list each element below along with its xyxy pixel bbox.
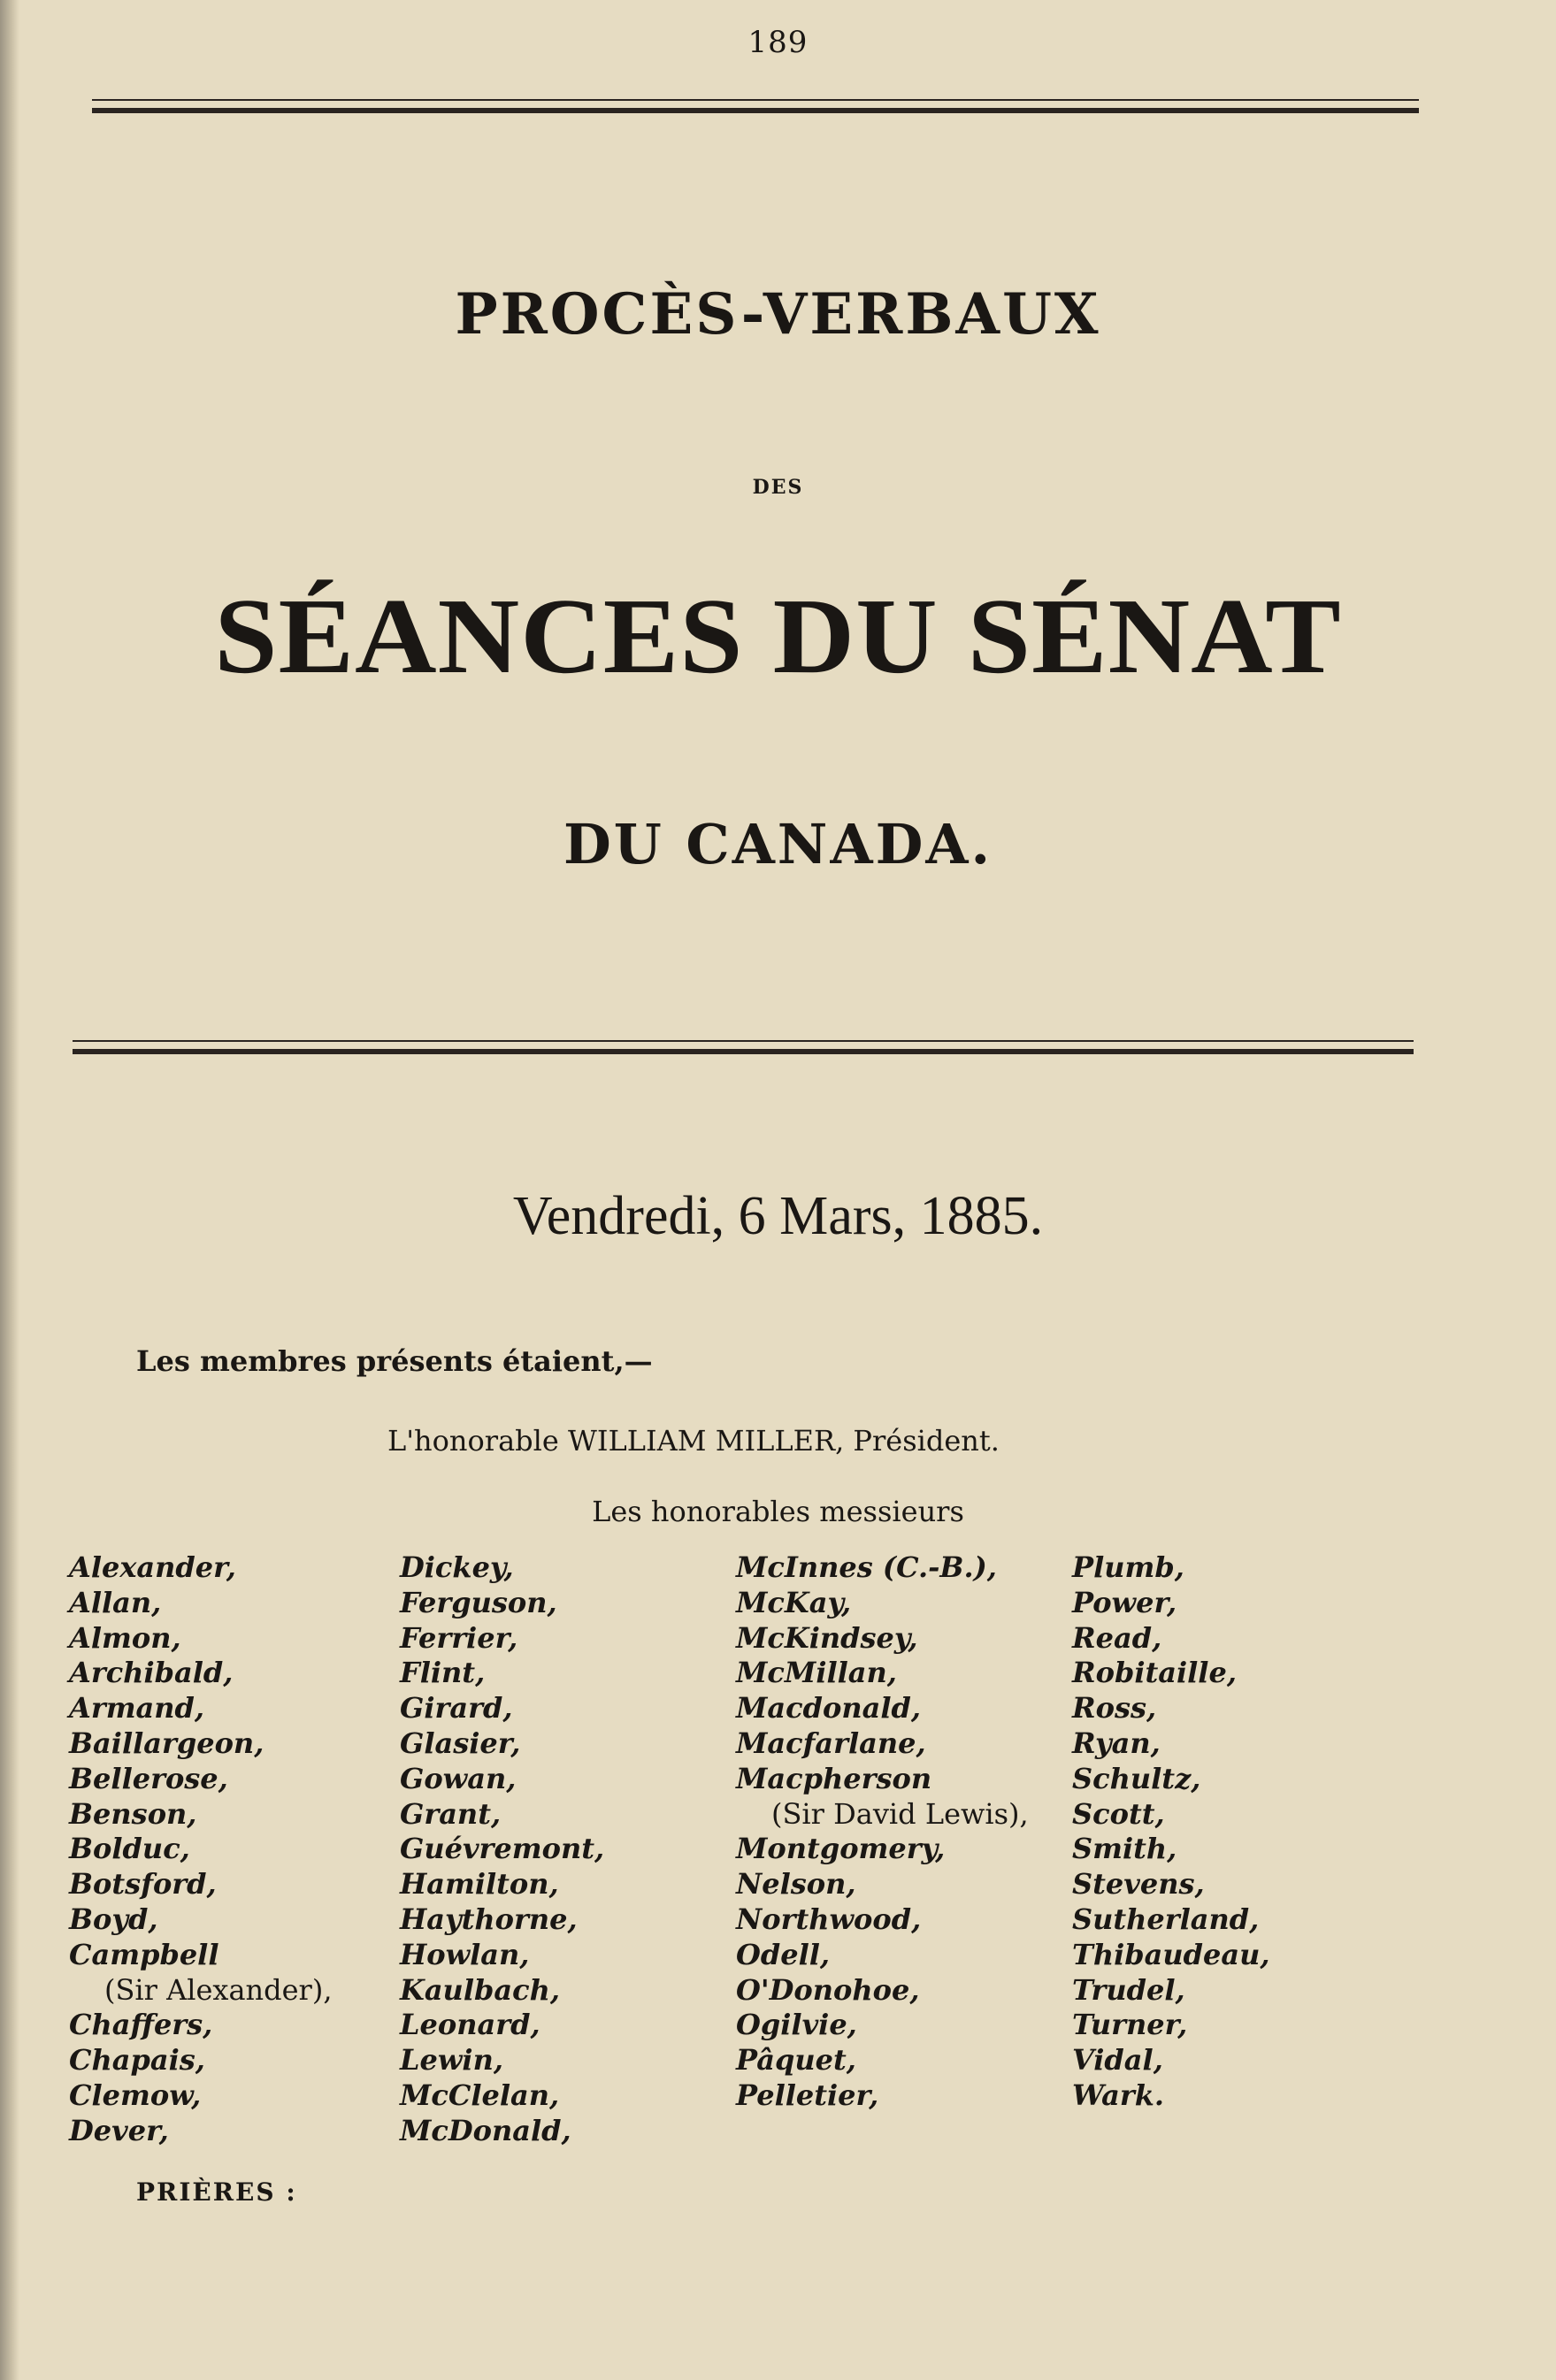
title-seances-du-senat: SÉANCES DU SÉNAT [214, 577, 1342, 696]
member-name: Guévremont, [400, 1832, 605, 1866]
member-name: Sutherland, [1072, 1902, 1260, 1936]
member-name: Haythorne, [400, 1902, 578, 1936]
member-name: Leonard, [400, 2008, 540, 2042]
member-name: Turner, [1072, 2008, 1188, 2042]
member-name: Nelson, [736, 1867, 856, 1902]
member-name: Gowan, [400, 1761, 517, 1795]
member-name: Girard, [400, 1691, 513, 1726]
member-name: Archibald, [69, 1656, 234, 1690]
member-name: Odell, [736, 1937, 831, 1971]
title-proces-verbaux: PROCÈS-VERBAUX [455, 281, 1101, 348]
members-column-1 [69, 1550, 333, 2149]
members-intro: Les membres présents étaient,— [136, 1344, 653, 1378]
header-rule-thick [92, 108, 1419, 113]
member-name: Botsford, [69, 1867, 217, 1902]
member-name: Grant, [400, 1796, 502, 1831]
member-name: Almon, [69, 1620, 181, 1655]
member-name-continuation: (Sir Alexander), [104, 1972, 333, 2007]
member-name: Northwood, [736, 1902, 922, 1936]
member-name: Wark. [1072, 2078, 1165, 2112]
member-name: Dickey, [400, 1550, 514, 1584]
session-date: Vendredi, 6 Mars, 1885. [512, 1186, 1044, 1246]
member-name: Bellerose, [69, 1761, 228, 1795]
member-name: Macdonald, [736, 1691, 922, 1726]
member-name: McKindsey, [736, 1620, 918, 1655]
member-name: Robitaille, [1072, 1656, 1237, 1690]
member-name: Ogilvie, [736, 2008, 857, 2042]
member-name: Chapais, [69, 2043, 205, 2078]
member-name: McKay, [736, 1585, 852, 1619]
president-line: L'honorable WILLIAM MILLER, Président. [387, 1424, 1000, 1458]
member-name: Ferrier, [400, 1620, 518, 1655]
member-name: Armand, [69, 1691, 205, 1726]
title-rule-thin [73, 1040, 1414, 1042]
member-name: Macpherson [736, 1761, 932, 1795]
member-name: Macfarlane, [736, 1726, 926, 1760]
member-name: O'Donohoe, [736, 1972, 920, 2007]
member-name: Howlan, [400, 1937, 530, 1971]
member-name: Smith, [1072, 1832, 1177, 1866]
member-name: Read, [1072, 1620, 1162, 1655]
member-name: Stevens, [1072, 1867, 1205, 1902]
member-name: Baillargeon, [69, 1726, 264, 1760]
member-name: Trudel, [1072, 1972, 1185, 2007]
member-name: Vidal, [1072, 2043, 1163, 2078]
title-du-canada: DU CANADA. [563, 812, 993, 876]
member-name: Clemow, [69, 2078, 202, 2112]
member-name: Ferguson, [400, 1585, 557, 1619]
members-column-3 [736, 1550, 1029, 2114]
member-name: Glasier, [400, 1726, 521, 1760]
prieres-heading: PRIÈRES : [136, 2177, 297, 2207]
member-name: Benson, [69, 1796, 197, 1831]
member-name: Campbell [69, 1937, 219, 1971]
title-des: DES [752, 476, 804, 499]
member-name: Scott, [1072, 1796, 1165, 1831]
member-name: Chaffers, [69, 2008, 213, 2042]
member-name: McDonald, [400, 2113, 571, 2147]
member-name: Thibaudeau, [1072, 1937, 1270, 1971]
members-column-4 [1072, 1550, 1269, 2114]
member-name: Ryan, [1072, 1726, 1161, 1760]
member-name: McClelan, [400, 2078, 560, 2112]
member-name: Pelletier, [736, 2078, 879, 2112]
member-name: Allan, [69, 1585, 162, 1619]
member-name: Plumb, [1072, 1550, 1184, 1584]
page-number: 189 [747, 25, 809, 60]
member-name: Boyd, [69, 1902, 158, 1936]
member-name: Schultz, [1072, 1761, 1201, 1795]
member-name: Ross, [1072, 1691, 1157, 1726]
member-name: Bolduc, [69, 1832, 190, 1866]
member-name: Montgomery, [736, 1832, 946, 1866]
member-name: Lewin, [400, 2043, 503, 2078]
member-name: Dever, [69, 2113, 169, 2147]
member-name: Hamilton, [400, 1867, 559, 1902]
member-name-continuation: (Sir David Lewis), [771, 1796, 1029, 1831]
member-name: Flint, [400, 1656, 486, 1690]
honorables-heading: Les honorables messieurs [592, 1495, 964, 1528]
member-name: Kaulbach, [400, 1972, 560, 2007]
member-name: Pâquet, [736, 2043, 856, 2078]
members-column-2 [400, 1550, 604, 2149]
title-rule-thick [73, 1049, 1414, 1054]
member-name: Alexander, [69, 1550, 236, 1584]
header-rule-thin [92, 99, 1419, 101]
member-name: McMillan, [736, 1656, 897, 1690]
member-name: McInnes (C.-B.), [736, 1550, 997, 1584]
member-name: Power, [1072, 1585, 1177, 1619]
